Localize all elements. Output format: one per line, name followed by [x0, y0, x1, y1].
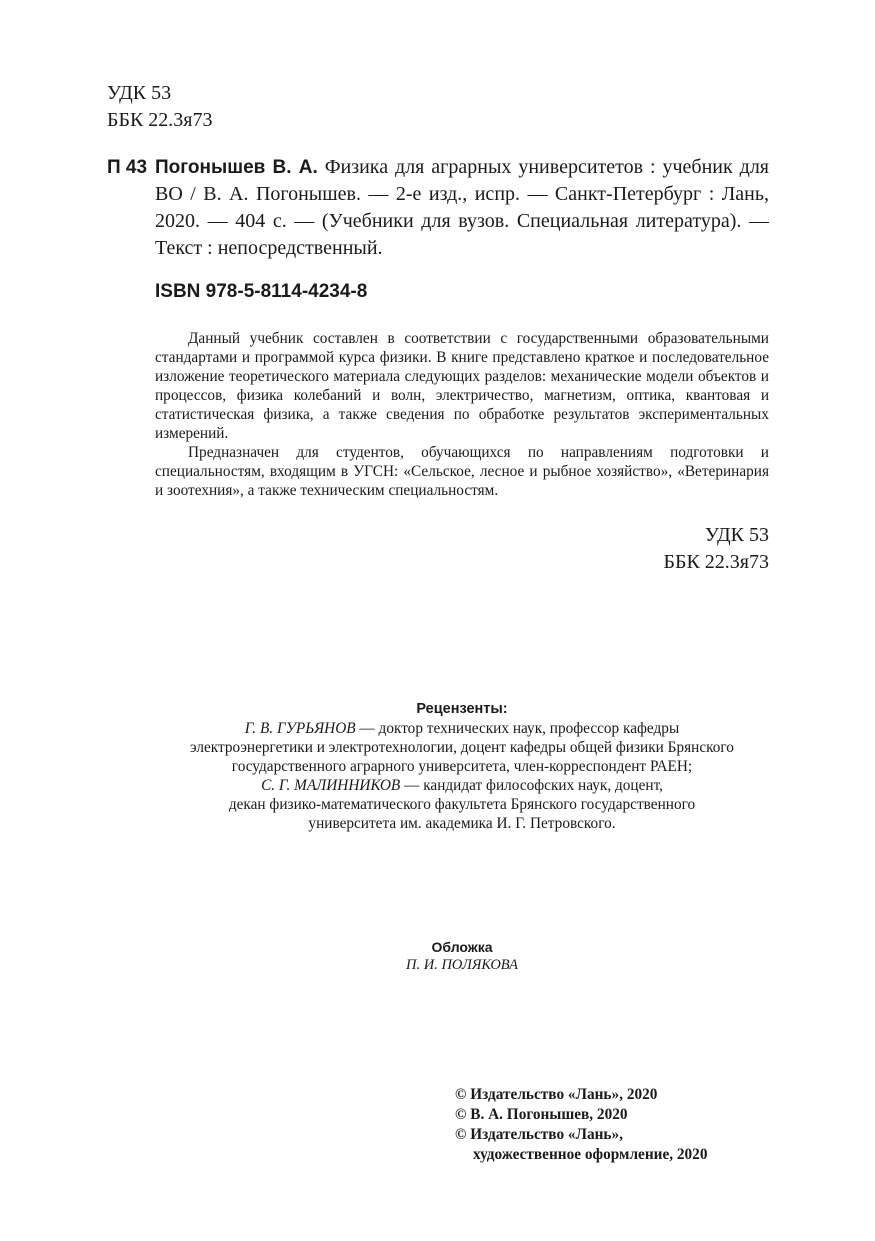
- isbn: ISBN 978-5-8114-4234-8: [155, 281, 368, 302]
- cover-heading: Обложка: [431, 939, 493, 955]
- udk-code-bottom: УДК 53: [704, 524, 769, 546]
- author-name: Погонышев В. А.: [155, 157, 318, 178]
- cover-designer: П. И. ПОЛЯКОВА: [406, 957, 518, 973]
- annotation: [155, 329, 769, 500]
- copyright-line: © В. А. Погонышев, 2020: [455, 1106, 628, 1123]
- reviewer-credentials: государственного аграрного университета, член-корреспондент РАЕН;: [231, 758, 693, 775]
- copyright-line: художественное оформление, 2020: [473, 1146, 708, 1163]
- reviewer-name: Г. В. ГУРЬЯНОВ: [244, 720, 356, 737]
- reviewer-credentials: — доктор технических наук, профессор кафедры: [355, 720, 680, 737]
- reviewer-name: С. Г. МАЛИННИКОВ: [261, 777, 401, 794]
- bibliographic-description: [155, 154, 769, 262]
- annotation-paragraph: Данный учебник составлен в соответствии с государственными образовательными стандартами и программой курса физики. В книге представлено краткое и последовательное изложение теоретического материала следующих разделов: механические модели объектов и процессов, физика колебаний и волн, электричество, магнетизм, оптика, квантовая и статистическая физика, а также сведения по обработке результатов экспериментальных измерений.: [155, 330, 769, 442]
- bibliographic-entry: [107, 154, 769, 262]
- udk-bbk-top: [107, 80, 213, 134]
- copyright-line: © Издательство «Лань», 2020: [455, 1086, 658, 1103]
- udk-bbk-bottom: [663, 522, 769, 576]
- reviewer-credentials: — кандидат философских наук, доцент,: [400, 777, 663, 794]
- bbk-code-bottom: ББК 22.3я73: [663, 551, 769, 573]
- bbk-code-top: ББК 22.3я73: [107, 109, 213, 131]
- reviewer-credentials: электроэнергетики и электротехнологии, доцент кафедры общей физики Брянского: [190, 739, 734, 756]
- copyright-line: © Издательство «Лань»,: [455, 1126, 623, 1143]
- reviewer-2: [155, 776, 769, 795]
- reviewer-credentials: декан физико-математического факультета Брянского государственного: [228, 796, 696, 813]
- reviewers: [155, 700, 769, 833]
- reviewer-credentials: университета им. академика И. Г. Петровского.: [308, 815, 616, 832]
- copyright: [455, 1085, 707, 1165]
- reviewers-heading: Рецензенты:: [416, 701, 508, 717]
- udk-code-top: УДК 53: [107, 82, 172, 104]
- book-description: Физика для аграрных университетов : учебник для ВО / В. А. Погонышев. — 2-е изд., испр. — Санкт-Петербург : Лань, 2020. — 404 с. — (Учебники для вузов. Специальная литература). — Текст : непосредственный.: [155, 156, 770, 259]
- cover-credit: [155, 938, 769, 974]
- reviewer-1: [155, 719, 769, 738]
- author-mark: П 43: [107, 157, 148, 178]
- annotation-paragraph: Предназначен для студентов, обучающихся по направлениям подготовки и специальностям, входящим в УГСН: «Сельское, лесное и рыбное хозяйство», «Ветеринария и зоотехния», а также техническим специальностям.: [155, 444, 769, 499]
